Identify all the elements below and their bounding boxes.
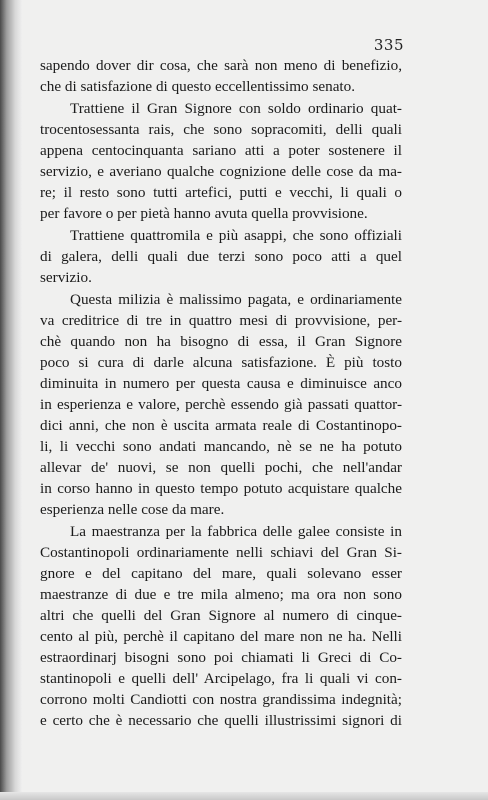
text-line: per favore o per pietà hanno avuta quella provvisione.	[40, 205, 368, 222]
paragraph-first-line: Trattiene il Gran Signore con soldo ordinario quat-	[70, 100, 402, 117]
text-line: trocentosessanta rais, che sono sopracomiti, delli quali	[40, 121, 402, 138]
body-text	[40, 55, 402, 731]
text-line: in esperienza e valore, perchè essendo già passati quattor-	[40, 396, 402, 413]
text-line: e certo che è necessario che quelli illustrissimi signori di	[40, 712, 402, 729]
text-line: appena centocinquanta sariano atti a poter sostenere il	[40, 142, 402, 159]
text-line: allevar de' nuovi, se non quelli pochi, che nell'andar	[40, 459, 402, 476]
text-line: servizio.	[40, 269, 92, 286]
page-bottom-edge	[0, 792, 488, 800]
text-line: va creditrice di tre in quattro mesi di provvisione, per-	[40, 312, 402, 329]
text-line: diminuita in numero per questa causa e diminuisce anco	[40, 375, 402, 392]
paragraph-first-line: La maestranza per la fabbrica delle galee consiste in	[70, 523, 402, 540]
paragraph-first-line: Trattiene quattromila e più asappi, che sono offiziali	[70, 227, 402, 244]
text-line: chè quando non ha bisogno di essa, il Gran Signore	[40, 333, 402, 350]
text-line: dici anni, che non è uscita armata reale di Costantinopo-	[40, 417, 402, 434]
text-line: poco si cura di darle alcuna satisfazione. È più tosto	[40, 354, 402, 371]
page-number: 335	[373, 36, 404, 54]
text-line: re; il resto sono tutti artefici, putti e vecchi, li quali o	[40, 184, 402, 201]
binding-shadow	[0, 0, 22, 800]
text-line: stantinopoli e quelli dell' Arcipelago, fra li quali vi con-	[40, 670, 402, 687]
text-line: in corso hanno in questo tempo potuto acquistare qualche	[40, 480, 402, 497]
text-line: estraordinarj bisogni sono poi chiamati li Greci di Co-	[40, 649, 402, 666]
text-line: altri che quelli del Gran Signore al numero di cinque-	[40, 607, 402, 624]
text-line: che di satisfazione di questo eccellentissimo senato.	[40, 78, 356, 95]
text-line: li, li vecchi sono andati mancando, nè se ne ha potuto	[40, 438, 402, 455]
text-line: esperienza nelle cose da mare.	[40, 501, 225, 518]
text-line: maestranze di due e tre mila almeno; ma ora non sono	[40, 586, 402, 603]
text-line: sapendo dover dir cosa, che sarà non meno di benefizio,	[40, 57, 402, 74]
text-line: di galera, delli quali due terzi sono poco atti a quel	[40, 248, 402, 265]
text-line: cento al più, perchè il capitano del mare non ne ha. Nelli	[40, 628, 402, 645]
text-line: Costantinopoli ordinariamente nelli schiavi del Gran Si-	[40, 544, 402, 561]
text-line: servizio, e averiano qualche cognizione delle cose da ma-	[40, 163, 402, 180]
text-line: gnore e del capitano del mare, quali solevano esser	[40, 565, 402, 582]
text-line: corrono molti Candiotti con nostra grandissima indegnità;	[40, 691, 402, 708]
paragraph-first-line: Questa milizia è malissimo pagata, e ordinariamente	[70, 291, 402, 308]
